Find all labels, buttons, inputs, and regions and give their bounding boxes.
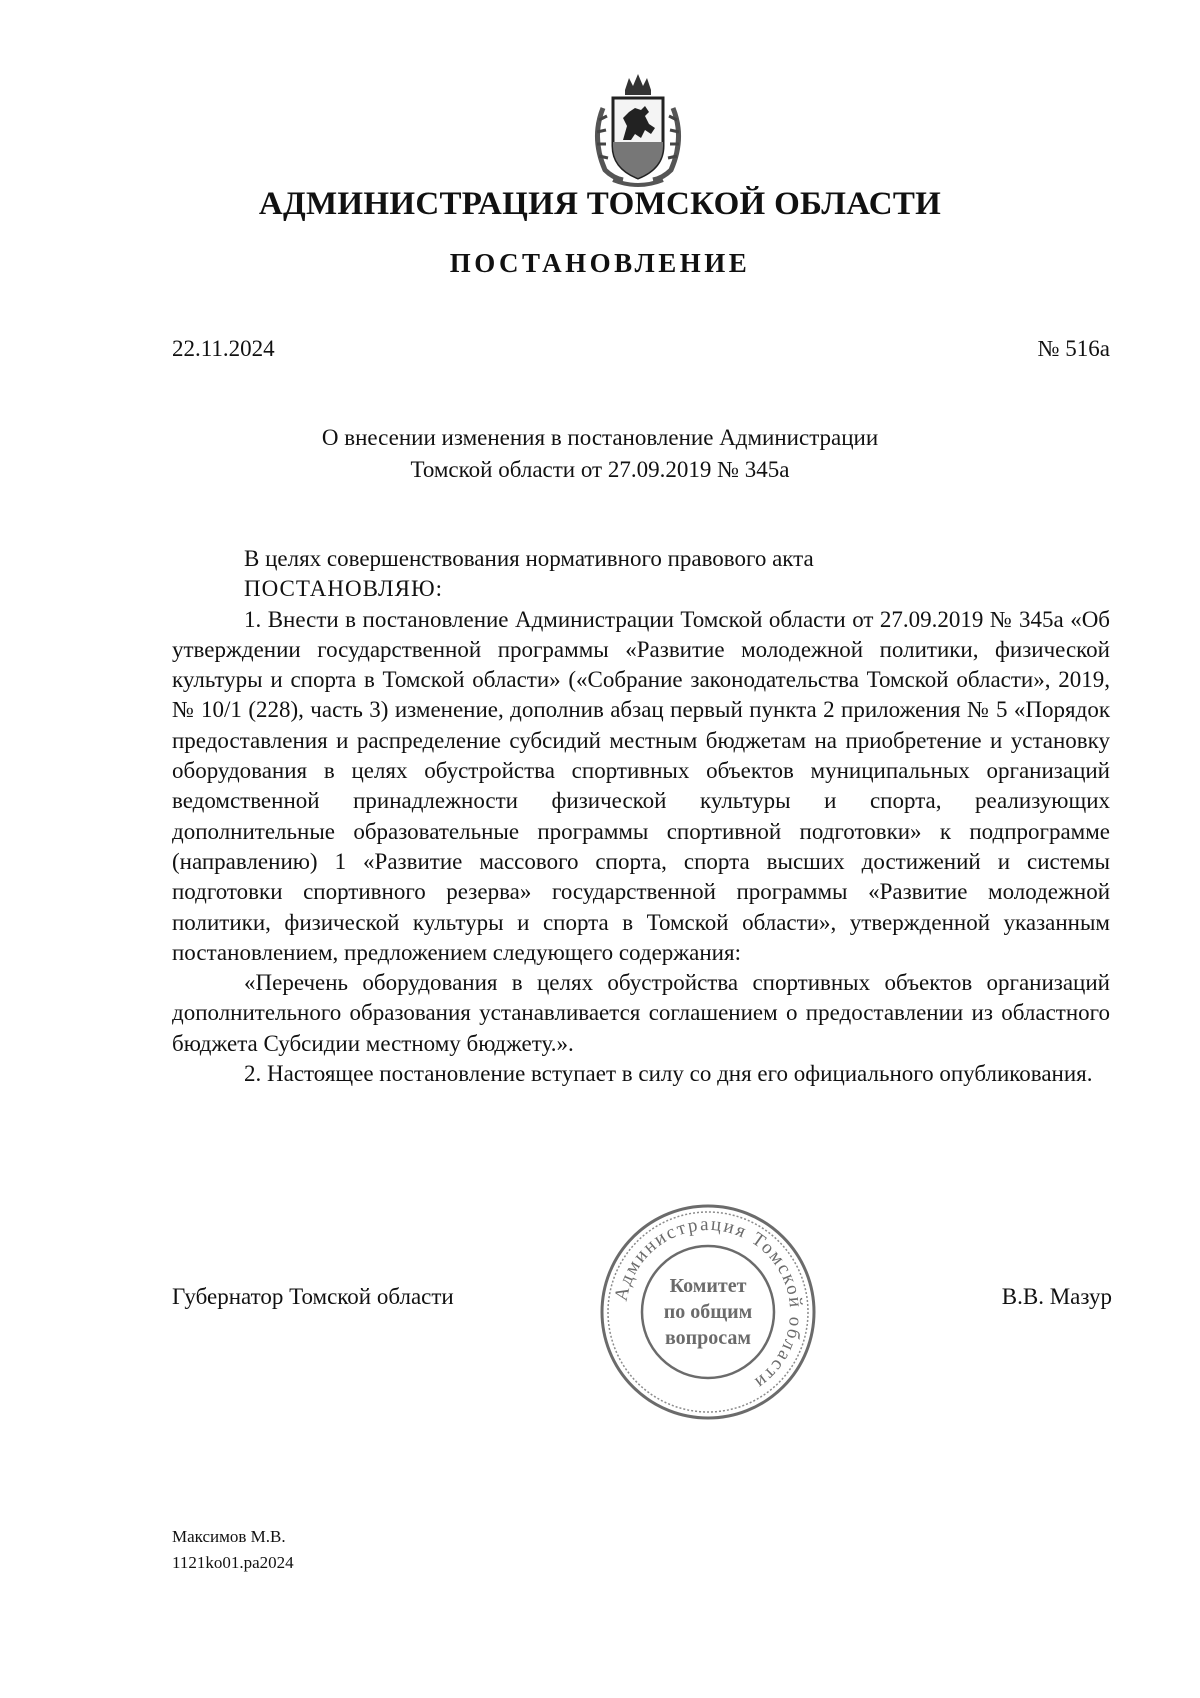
- signatory-title: Губернатор Томской области: [172, 1284, 454, 1309]
- organization-title: АДМИНИСТРАЦИЯ ТОМСКОЙ ОБЛАСТИ: [258, 186, 942, 222]
- quote-paragraph: «Перечень оборудования в целях обустройства спортивных объектов организаций дополнительного образования устанавливается соглашением о предоставлении из областного бюджета Субсидии местному бюджету.».: [172, 970, 1110, 1056]
- executor-block: [172, 1524, 294, 1576]
- document-date: 22.11.2024: [172, 336, 275, 361]
- preamble-paragraph: В целях совершенствования нормативного правового акта: [244, 546, 814, 571]
- stamp-center-text: по общим: [663, 1301, 753, 1323]
- official-stamp-icon: [598, 1202, 818, 1422]
- item-2-paragraph: 2. Настоящее постановление вступает в силу со дня его официального опубликования.: [244, 1061, 1093, 1087]
- stamp-center-text: вопросам: [664, 1327, 752, 1349]
- subject-line: Томской области от 27.09.2019 № 345а: [410, 457, 790, 482]
- stamp-ring-text: Администрация Томской области: [610, 1213, 807, 1394]
- document-subject: [200, 422, 1000, 486]
- subject-line: О внесении изменения в постановление Администрации: [321, 425, 879, 450]
- document-number: № 516а: [1037, 336, 1110, 361]
- document-body: [172, 544, 1110, 1089]
- coat-of-arms-icon: [583, 68, 693, 190]
- stamp-center-text: Комитет: [669, 1275, 747, 1297]
- decree-word: ПОСТАНОВЛЯЮ:: [244, 576, 444, 602]
- executor-code: 1121ko01.pa2024: [172, 1553, 294, 1572]
- executor-name: Максимов М.В.: [172, 1527, 286, 1546]
- item-1-paragraph: 1. Внести в постановление Администрации Томской области от 27.09.2019 № 345а «Об утверждении государственной программы «Развитие молодежной политики, физической культуры и спорта в Томской области» («Собрание законодательства Томской области», 2019, № 10/1 (228), часть 3) изменение, дополнив абзац первый пункта 2 приложения № 5 «Порядок предоставления и распределение субсидий местным бюджетам на приобретение и установку оборудования в целях обустройства спортивных объектов муниципальных организаций ведомственной принадлежности физической культуры и спорта, реализующих дополнительные образовательные программы спортивной подготовки» к подпрограмме (направлению) 1 «Развитие массового спорта, спорта высших достижений и системы подготовки спортивного резерва» государственной программы «Развитие молодежной политики, физической культуры и спорта в Томской области», утвержденной указанным постановлением, предложением следующего содержания:: [172, 606, 1110, 965]
- signatory-name: В.В. Мазур: [1001, 1284, 1112, 1309]
- document-type: ПОСТАНОВЛЕНИЕ: [449, 248, 751, 278]
